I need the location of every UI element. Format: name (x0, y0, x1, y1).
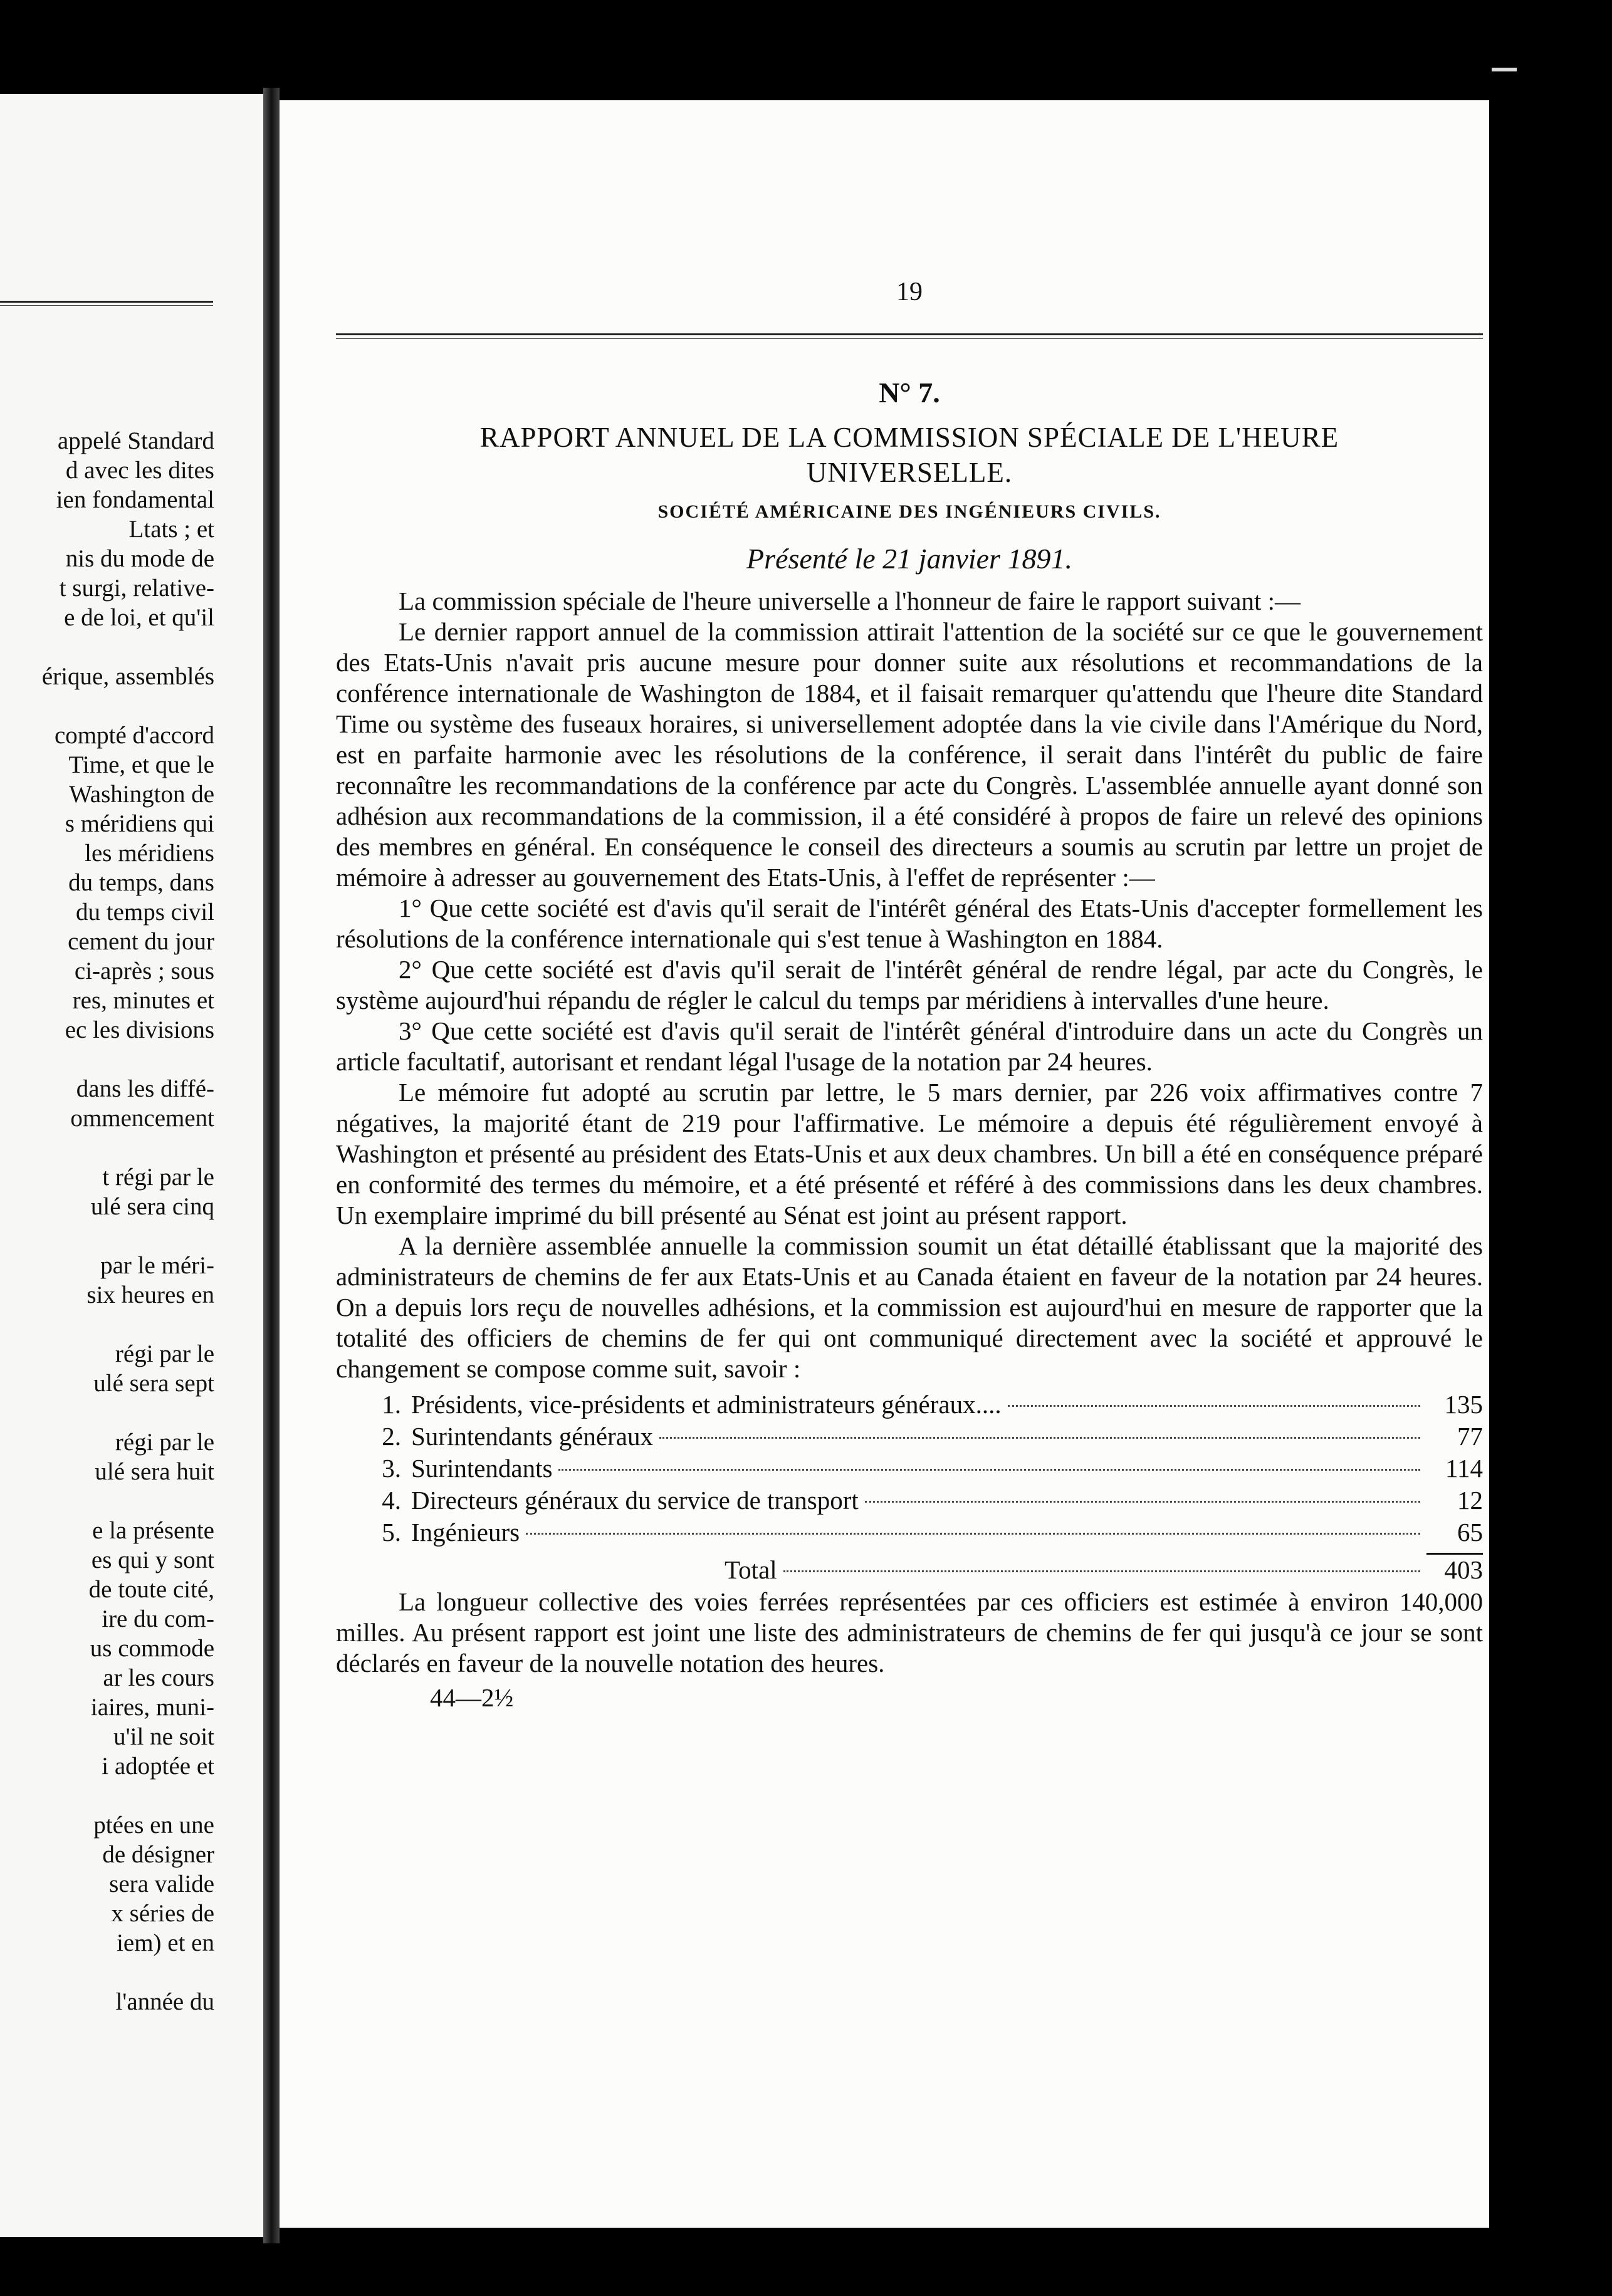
signature-mark: 44—2½ (430, 1683, 514, 1712)
presented-date: Présenté le 21 janvier 1891. (746, 543, 1072, 575)
dot-leader (659, 1437, 1420, 1439)
left-page-gap (0, 1310, 257, 1339)
left-page-line: res, minutes et (72, 987, 214, 1014)
left-page-line: u'il ne soit (113, 1723, 214, 1750)
left-page-line: t régi par le (102, 1164, 214, 1191)
row-value: 135 (1444, 1390, 1483, 1419)
left-page-rule (0, 301, 213, 306)
closing-paragraph: La longueur collective des voies ferrées représentées par ces officiers est estimée à environ 140,000 milles. Au présent rapport est joint une liste des administrateurs de chemins de fer qui jusqu'à ce jour se sont déclarés en faveur de la nouvelle notation des heures. (336, 1587, 1483, 1678)
left-page-line: e la présente (92, 1517, 214, 1544)
header-rule (336, 333, 1483, 339)
left-page-line: Washington de (69, 781, 214, 808)
left-page-line: appelé Standard (57, 427, 214, 454)
left-page-gap (0, 632, 257, 662)
left-page-line: ar les cours (103, 1664, 214, 1691)
left-page-line: du temps civil (76, 899, 214, 926)
left-page-gap (0, 1486, 257, 1516)
left-page-line: dans les diffé- (76, 1075, 214, 1102)
left-page-line: t surgi, relative- (59, 575, 214, 602)
row-number: 3. (382, 1454, 401, 1483)
left-page (0, 94, 263, 2237)
dot-leader (783, 1570, 1420, 1572)
row-number: 5. (382, 1518, 401, 1547)
left-page-line: ien fondamental (56, 486, 214, 513)
left-page-text (0, 426, 257, 2017)
left-page-line: les méridiens (85, 840, 214, 867)
left-page-line: ommencement (70, 1105, 214, 1132)
document-title: RAPPORT ANNUEL DE LA COMMISSION SPÉCIALE DE L'HEURE UNIVERSELLE. (479, 422, 1339, 488)
row-value: 114 (1445, 1454, 1483, 1483)
row-value: 12 (1457, 1486, 1483, 1515)
left-page-line: es qui y sont (91, 1547, 214, 1573)
left-page-line: d avec les dites (65, 457, 214, 484)
left-page-line: ptées en une (93, 1812, 214, 1839)
total-row (336, 1555, 1483, 1587)
row-label: Surintendants (411, 1454, 553, 1483)
row-label: Surintendants généraux (411, 1422, 653, 1451)
row-value: 77 (1457, 1422, 1483, 1451)
left-page-gap (0, 1398, 257, 1427)
left-page-line: par le méri- (100, 1252, 214, 1279)
left-page-line: sera valide (109, 1871, 214, 1897)
left-page-line: régi par le (115, 1429, 214, 1456)
left-page-line: ulé sera sept (93, 1370, 214, 1397)
table-row (336, 1517, 1483, 1549)
resolution-1: 1° Que cette société est d'avis qu'il serait de l'intérêt général des Etats-Unis d'accepter formellement les résolutions de la conférence internationale qui s'est tenue à Washington en 1884. (336, 894, 1483, 953)
right-page (280, 100, 1489, 2228)
row-number: 1. (382, 1390, 401, 1419)
left-page-gap (0, 1045, 257, 1074)
resolution-3: 3° Que cette société est d'avis qu'il serait de l'intérêt général d'introduire dans un acte du Congrès un article facultatif, autorisant et rendant légal l'usage de la notation par 24 heures. (336, 1016, 1483, 1076)
officers-table (336, 1389, 1483, 1587)
dot-leader (558, 1469, 1420, 1471)
left-page-line: ec les divisions (65, 1016, 214, 1043)
left-page-line: iaires, muni- (90, 1694, 214, 1721)
left-page-line: compté d'accord (55, 722, 214, 749)
table-row (336, 1389, 1483, 1421)
row-value: 65 (1457, 1518, 1483, 1547)
left-page-line: régi par le (115, 1340, 214, 1367)
left-page-gap (0, 691, 257, 721)
row-label: Ingénieurs (411, 1518, 520, 1547)
paragraph: Le dernier rapport annuel de la commission attirait l'attention de la société sur ce que le gouvernement des Etats-Unis n'avait pris aucune mesure pour donner suite aux résolutions et recommandations de la conférence internationale de Washington de 1884, et il faisait remarquer qu'attendu que l'heure dite Standard Time ou système des fuseaux horaires, si universellement adoptée dans la vie civile dans l'Amérique du Nord, est en parfaite harmonie avec les résolutions de la conférence, il serait dans l'intérêt du public de faire reconnaître les recommandations de la conférence par acte du Congrès. L'assemblée annuelle ayant donné son adhésion aux recommandations de la commission, il a été considéré à propos de faire un relevé des opinions des membres en général. En conséquence le conseil des directeurs a soumis au scrutin par lettre un projet de mémoire à adresser au gouvernement des Etats-Unis, à l'effet de représenter :— (336, 617, 1483, 892)
row-label: Directeurs généraux du service de transport (411, 1486, 859, 1515)
document-number: N° 7. (879, 377, 940, 409)
total-value: 403 (1444, 1555, 1483, 1584)
left-page-line: Time, et que le (68, 751, 214, 778)
left-page-line: du temps, dans (68, 869, 214, 896)
left-page-gap (0, 1958, 257, 1987)
table-row (336, 1485, 1483, 1517)
left-page-line: Ltats ; et (128, 516, 214, 543)
left-page-line: s méridiens qui (65, 810, 214, 837)
left-page-line: érique, assemblés (41, 663, 214, 690)
left-page-line: ire du com- (102, 1605, 214, 1632)
left-page-line: l'année du (115, 1988, 214, 2015)
left-page-line: i adoptée et (102, 1753, 214, 1780)
left-page-line: ulé sera huit (95, 1458, 214, 1485)
paragraph: Le mémoire fut adopté au scrutin par lettre, le 5 mars dernier, par 226 voix affirmatives contre 7 négatives, la majorité étant de 219 pour l'affirmative. Le mémoire a depuis été régulièrement envoyé à Washington et présenté au président des Etats-Unis et aux deux chambres. Un bill a été en conséquence préparé en conformité des termes du mémoire, et a été présenté et référé à des commissions dans les deux chambres. Un exemplaire imprimé du bill présenté au Sénat est joint au présent rapport. (336, 1078, 1483, 1229)
left-page-line: us commode (90, 1635, 214, 1662)
edge-mark (1492, 68, 1517, 71)
society-name: SOCIÉTÉ AMÉRICAINE DES INGÉNIEURS CIVILS. (657, 501, 1161, 522)
left-page-line: e de loi, et qu'il (64, 604, 214, 631)
left-page-gap (0, 1781, 257, 1810)
dot-leader (1008, 1405, 1420, 1407)
left-page-line: cement du jour (68, 928, 214, 955)
left-page-line: iem) et en (117, 1929, 214, 1956)
dot-leader (865, 1501, 1420, 1503)
resolution-2: 2° Que cette société est d'avis qu'il serait de l'intérêt général de rendre légal, par acte du Congrès, le système aujourd'hui répandu de régler le calcul du temps par méridiens à intervalles d'une heure. (336, 955, 1483, 1015)
book-binding (263, 88, 280, 2243)
row-label: Présidents, vice-présidents et administrateurs généraux.... (411, 1390, 1002, 1419)
page-number: 19 (896, 278, 923, 306)
table-row (336, 1453, 1483, 1485)
table-row (336, 1421, 1483, 1453)
row-number: 2. (382, 1422, 401, 1451)
paragraph: A la dernière assemblée annuelle la commission soumit un état détaillé établissant que la majorité des administrateurs de chemins de fer aux Etats-Unis et au Canada étaient en faveur de la notation par 24 heures. On a depuis lors reçu de nouvelles adhésions, et la commission est aujourd'hui en mesure de rapporter que la totalité des officiers de chemins de fer qui ont communiqué directement avec la société et approuvé le changement se compose comme suit, savoir : (336, 1231, 1483, 1383)
report-body (336, 586, 1483, 1713)
row-number: 4. (382, 1486, 401, 1515)
left-page-gap (0, 1221, 257, 1251)
left-page-line: ci-après ; sous (74, 958, 214, 984)
left-page-line: nis du mode de (65, 545, 214, 572)
dot-leader (526, 1533, 1420, 1535)
left-page-line: de désigner (102, 1841, 214, 1868)
left-page-line: ulé sera cinq (90, 1193, 214, 1220)
left-page-line: x séries de (111, 1900, 214, 1927)
left-page-line: six heures en (86, 1281, 214, 1308)
total-label: Total (725, 1555, 777, 1584)
paragraph: La commission spéciale de l'heure universelle a l'honneur de faire le rapport suivant :— (399, 587, 1301, 615)
left-page-line: de toute cité, (88, 1576, 214, 1603)
left-page-gap (0, 1133, 257, 1162)
